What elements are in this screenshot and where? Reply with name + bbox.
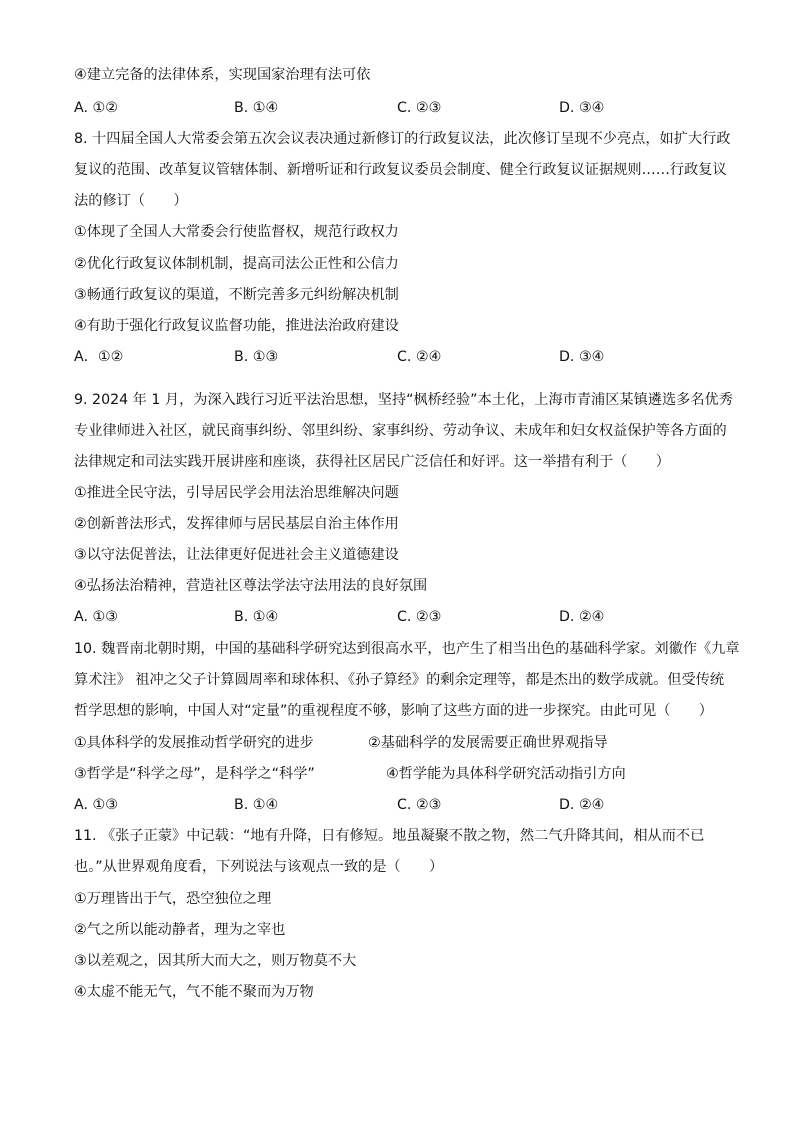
q9-option-c[interactable]: C. ②③ [397, 609, 442, 625]
q7-option-c[interactable]: C. ②③ [397, 100, 442, 116]
q8-statement-2: ②优化行政复议体制机制，提高司法公正性和公信力 [74, 256, 399, 272]
q8-statement-4: ④有助于强化行政复议监督功能，推进法治政府建设 [74, 318, 399, 334]
q8-option-b[interactable]: B. ①③ [234, 349, 279, 365]
q8-option-a[interactable]: A．①② [74, 349, 124, 365]
q9-statement-1: ①推进全民守法，引导居民学会用法治思维解决问题 [74, 485, 399, 501]
q9-statement-2: ②创新普法形式，发挥律师与居民基层自治主体作用 [74, 516, 399, 532]
q8-stem-line-1: 8. 十四届全国人大常委会第五次会议表决通过新修订的行政复议法，此次修订呈现不少亮点，如扩大行政 [74, 131, 731, 147]
q8-stem-line-2: 复议的范围、改革复议管辖体制、新增听证和行政复议委员会制度、健全行政复议证据规则……行政复议 [74, 162, 727, 178]
q10-statement-2: ②基础科学的发展需要正确世界观指导 [368, 735, 608, 751]
q9-stem-line-1: 9. 2024 年 1 月，为深入践行习近平法治思想，坚持“枫桥经验”本土化，上海市青浦区某镇遴选多名优秀 [74, 392, 733, 408]
q11-statement-2: ②气之所以能动静者，理为之宰也 [74, 922, 286, 938]
q9-option-d[interactable]: D. ②④ [559, 609, 605, 625]
q10-option-a[interactable]: A. ①③ [74, 797, 118, 813]
q8-option-c[interactable]: C. ②④ [397, 349, 442, 365]
q8-stem-line-3: 法的修订（ ） [74, 193, 188, 209]
q8-option-d[interactable]: D. ③④ [559, 349, 605, 365]
q10-option-b[interactable]: B. ①④ [234, 797, 279, 813]
q10-statement-4: ④哲学能为具体科学研究活动指引方向 [386, 766, 626, 782]
q11-stem-line-1: 11. 《张子正蒙》中记载：“地有升降，日有修短。地虽凝聚不散之物，然二气升降其间，相从而不已 [74, 828, 705, 844]
q11-stem-line-2: 也。”从世界观角度看，下列说法与该观点一致的是（ ） [74, 859, 444, 875]
q9-stem-line-2: 专业律师进入社区，就民商事纠纷、邻里纠纷、家事纠纷、劳动争议、未成年和妇女权益保护等各方面的 [74, 423, 727, 439]
q10-statements-row-1 [74, 734, 734, 752]
q8-options [74, 348, 734, 366]
q7-option-a[interactable]: A. ①② [74, 100, 118, 116]
q9-statement-3: ③以守法促普法，让法律更好促进社会主义道德建设 [74, 547, 399, 563]
q10-option-d[interactable]: D. ②④ [559, 797, 605, 813]
q10-statements-row-2 [74, 765, 734, 783]
q10-statement-1: ①具体科学的发展推动哲学研究的进步 [74, 735, 314, 751]
q11-statement-1: ①万理皆出于气，恐空独位之理 [74, 891, 272, 907]
q9-option-b[interactable]: B. ①④ [234, 609, 279, 625]
q9-stem-line-3: 法律规定和司法实践开展讲座和座谈，获得社区居民广泛信任和好评。这一举措有利于（ ） [74, 454, 670, 470]
q7-options [74, 99, 734, 117]
q7-option-b[interactable]: B. ①④ [234, 100, 279, 116]
q8-statement-3: ③畅通行政复议的渠道，不断完善多元纠纷解决机制 [74, 287, 399, 303]
q10-statement-3: ③哲学是“科学之母”，是科学之“科学” [74, 766, 315, 782]
q9-statement-4: ④弘扬法治精神，营造社区尊法学法守法用法的良好氛围 [74, 578, 428, 594]
q11-statement-4: ④太虚不能无气，气不能不聚而为万物 [74, 984, 314, 1000]
q7-option-d[interactable]: D. ③④ [559, 100, 605, 116]
q8-statement-1: ①体现了全国人大常委会行使监督权，规范行政权力 [74, 224, 399, 240]
q10-stem-line-1: 10. 魏晋南北朝时期，中国的基础科学研究达到很高水平，也产生了相当出色的基础科学家。刘徽作《九章 [74, 641, 740, 657]
q7-statement-4: ④建立完备的法律体系，实现国家治理有法可依 [74, 67, 371, 83]
q10-stem-line-3: 哲学思想的影响，中国人对“定量”的重视程度不够，影响了这些方面的进一步探究。由此可见（ ） [74, 703, 713, 719]
q10-stem-line-2: 算术注》 祖冲之父子计算圆周率和球体积、《孙子算经》的剩余定理等，都是杰出的数学成就。但受传统 [74, 672, 725, 688]
q10-option-c[interactable]: C. ②③ [397, 797, 442, 813]
q10-options [74, 796, 734, 814]
q11-statement-3: ③以差观之，因其所大而大之，则万物莫不大 [74, 953, 357, 969]
q9-option-a[interactable]: A. ①③ [74, 609, 118, 625]
q9-options [74, 608, 734, 626]
